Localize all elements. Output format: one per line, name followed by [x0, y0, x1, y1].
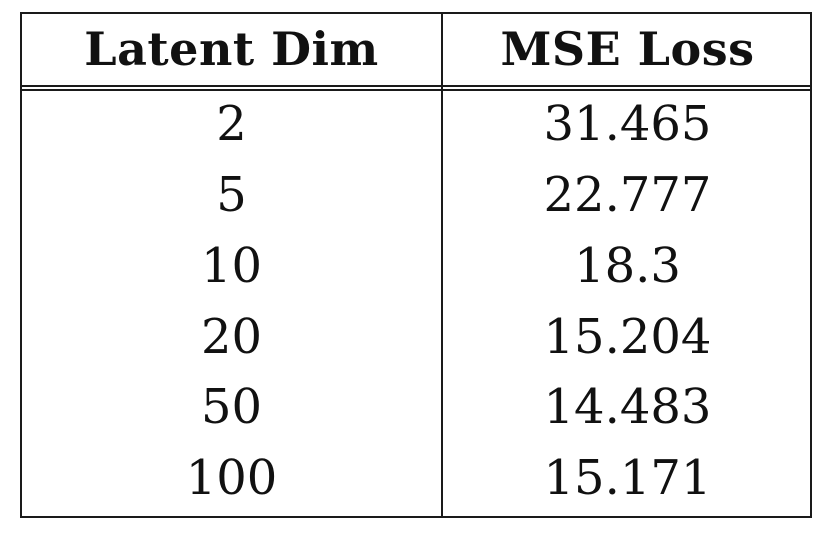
cell-latent-dim: 10 — [200, 238, 263, 294]
cell-latent-dim: 5 — [216, 167, 247, 223]
header-latent-dim: Latent Dim — [84, 22, 379, 76]
header-mse-loss: MSE Loss — [500, 22, 755, 76]
cell-latent-dim: 2 — [216, 96, 247, 152]
cell-latent-dim: 100 — [185, 450, 278, 506]
cell-mse-loss: 15.204 — [543, 309, 712, 365]
cell-mse-loss: 18.3 — [574, 238, 681, 294]
cell-mse-loss: 22.777 — [543, 167, 712, 223]
results-table — [20, 12, 812, 518]
cell-mse-loss: 14.483 — [543, 379, 712, 435]
cell-latent-dim: 20 — [200, 309, 263, 365]
header-rule — [22, 85, 810, 87]
cell-mse-loss: 15.171 — [543, 450, 712, 506]
cell-mse-loss: 31.465 — [543, 96, 712, 152]
cell-latent-dim: 50 — [200, 379, 263, 435]
